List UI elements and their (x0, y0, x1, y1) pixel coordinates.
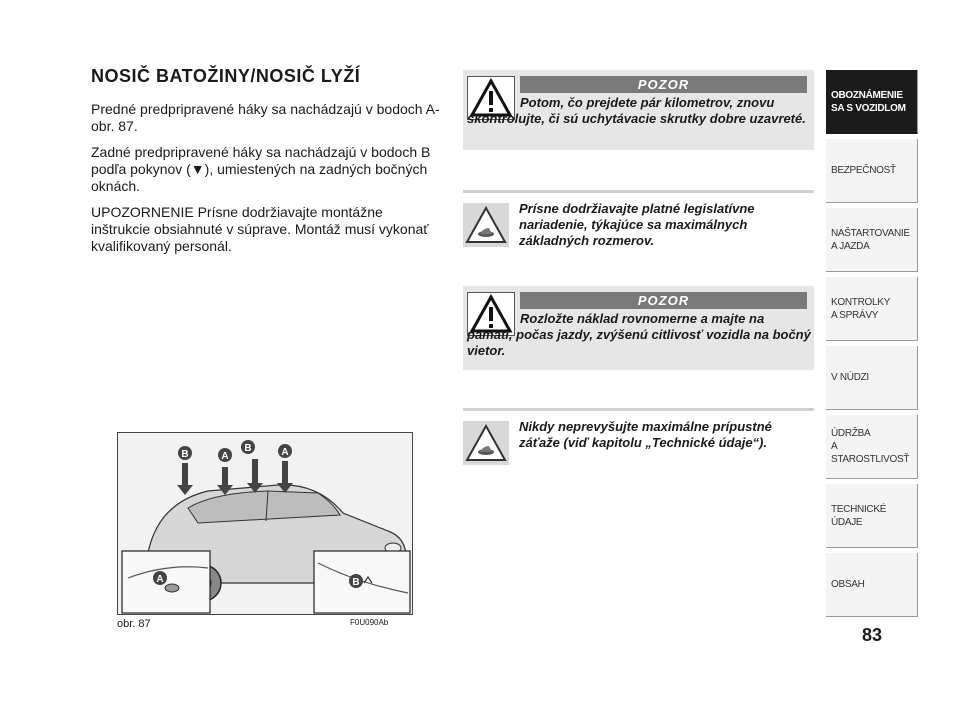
warning-text-1: Potom, čo prejdete pár kilometrov, znovu skontrolujte, či sú uchytávacie skrutky dobre uzavreté. (467, 95, 806, 126)
tab-bezpecnost[interactable] (826, 139, 918, 203)
tab-obsah[interactable] (826, 553, 918, 617)
tab-oboznamenie[interactable] (826, 70, 918, 134)
warning-text-2: Rozložte náklad rovnomerne a majte na pamäti, počas jazdy, zvýšenú citlivosť vozidla na bočný vietor. (467, 311, 811, 358)
paragraph-front-hooks: Predné predpripravené háky sa nachádzajú v bodoch A-obr. 87. (91, 101, 440, 134)
tab-label: ÚDRŽBA A STAROSTLIVOSŤ (831, 428, 910, 465)
tab-label: OBSAH (831, 579, 865, 590)
page-number: 83 (861, 625, 883, 645)
note-text-1: Prísne dodržiavajte platné legislatívne nariadenie, týkajúce sa maximálnych základných rozmerov. (519, 201, 755, 248)
tab-label: TECHNICKÉ ÚDAJE (831, 503, 887, 528)
note-text-2: Nikdy neprevyšujte maximálne prípustné záťaže (viď kapitolu „Technické údaje“). (519, 419, 772, 450)
warning-box-2 (463, 286, 814, 370)
marker-b1: B (181, 449, 189, 460)
tab-nastartovanie[interactable] (826, 208, 918, 272)
tab-label: OBOZNÁMENIE SA S VOZIDLOM (831, 89, 906, 114)
paragraph-warning: UPOZORNENIE Prísne dodržiavajte montážne inštrukcie obsiahnuté v súprave. Montáž musí vykonať kvalifikovaný personál. (91, 204, 429, 254)
warning-box-1 (463, 70, 814, 150)
tab-label: KONTROLKY A SPRÁVY (831, 296, 890, 321)
section-body (91, 101, 441, 264)
inset-marker-b: B (352, 577, 360, 588)
road-warning-icon (463, 421, 509, 465)
tab-label: BEZPEČNOSŤ (831, 165, 896, 176)
figure-code: F0U090Ab (350, 618, 389, 627)
warning-header-1: POZOR (520, 76, 807, 93)
figure-caption: obr. 87 (117, 618, 151, 630)
marker-b2: B (244, 443, 252, 454)
note-box-1 (463, 190, 814, 250)
tab-label: V NÚDZI (831, 372, 869, 383)
paragraph-rear-hooks: Zadné predpripravené háky sa nachádzajú v bodoch B podľa pokynov (▼), umiestených na zadných bočných oknách. (91, 144, 431, 194)
tab-v-nudzi[interactable] (826, 346, 918, 410)
inset-marker-a: A (156, 574, 164, 585)
section-title: NOSIČ BATOŽINY/NOSIČ LYŽÍ (91, 66, 361, 86)
tab-label: NAŠTARTOVANIE A JAZDA (831, 227, 910, 252)
note-box-2 (463, 408, 814, 468)
car-roof-figure (117, 432, 413, 615)
tab-technicke-udaje[interactable] (826, 484, 918, 548)
tab-kontrolky[interactable] (826, 277, 918, 341)
road-warning-icon (463, 203, 509, 247)
car-illustration (118, 433, 413, 615)
tab-udrzba[interactable] (826, 415, 918, 479)
marker-a1: A (221, 451, 229, 462)
marker-a2: A (281, 447, 289, 458)
warning-header-2: POZOR (520, 292, 807, 309)
